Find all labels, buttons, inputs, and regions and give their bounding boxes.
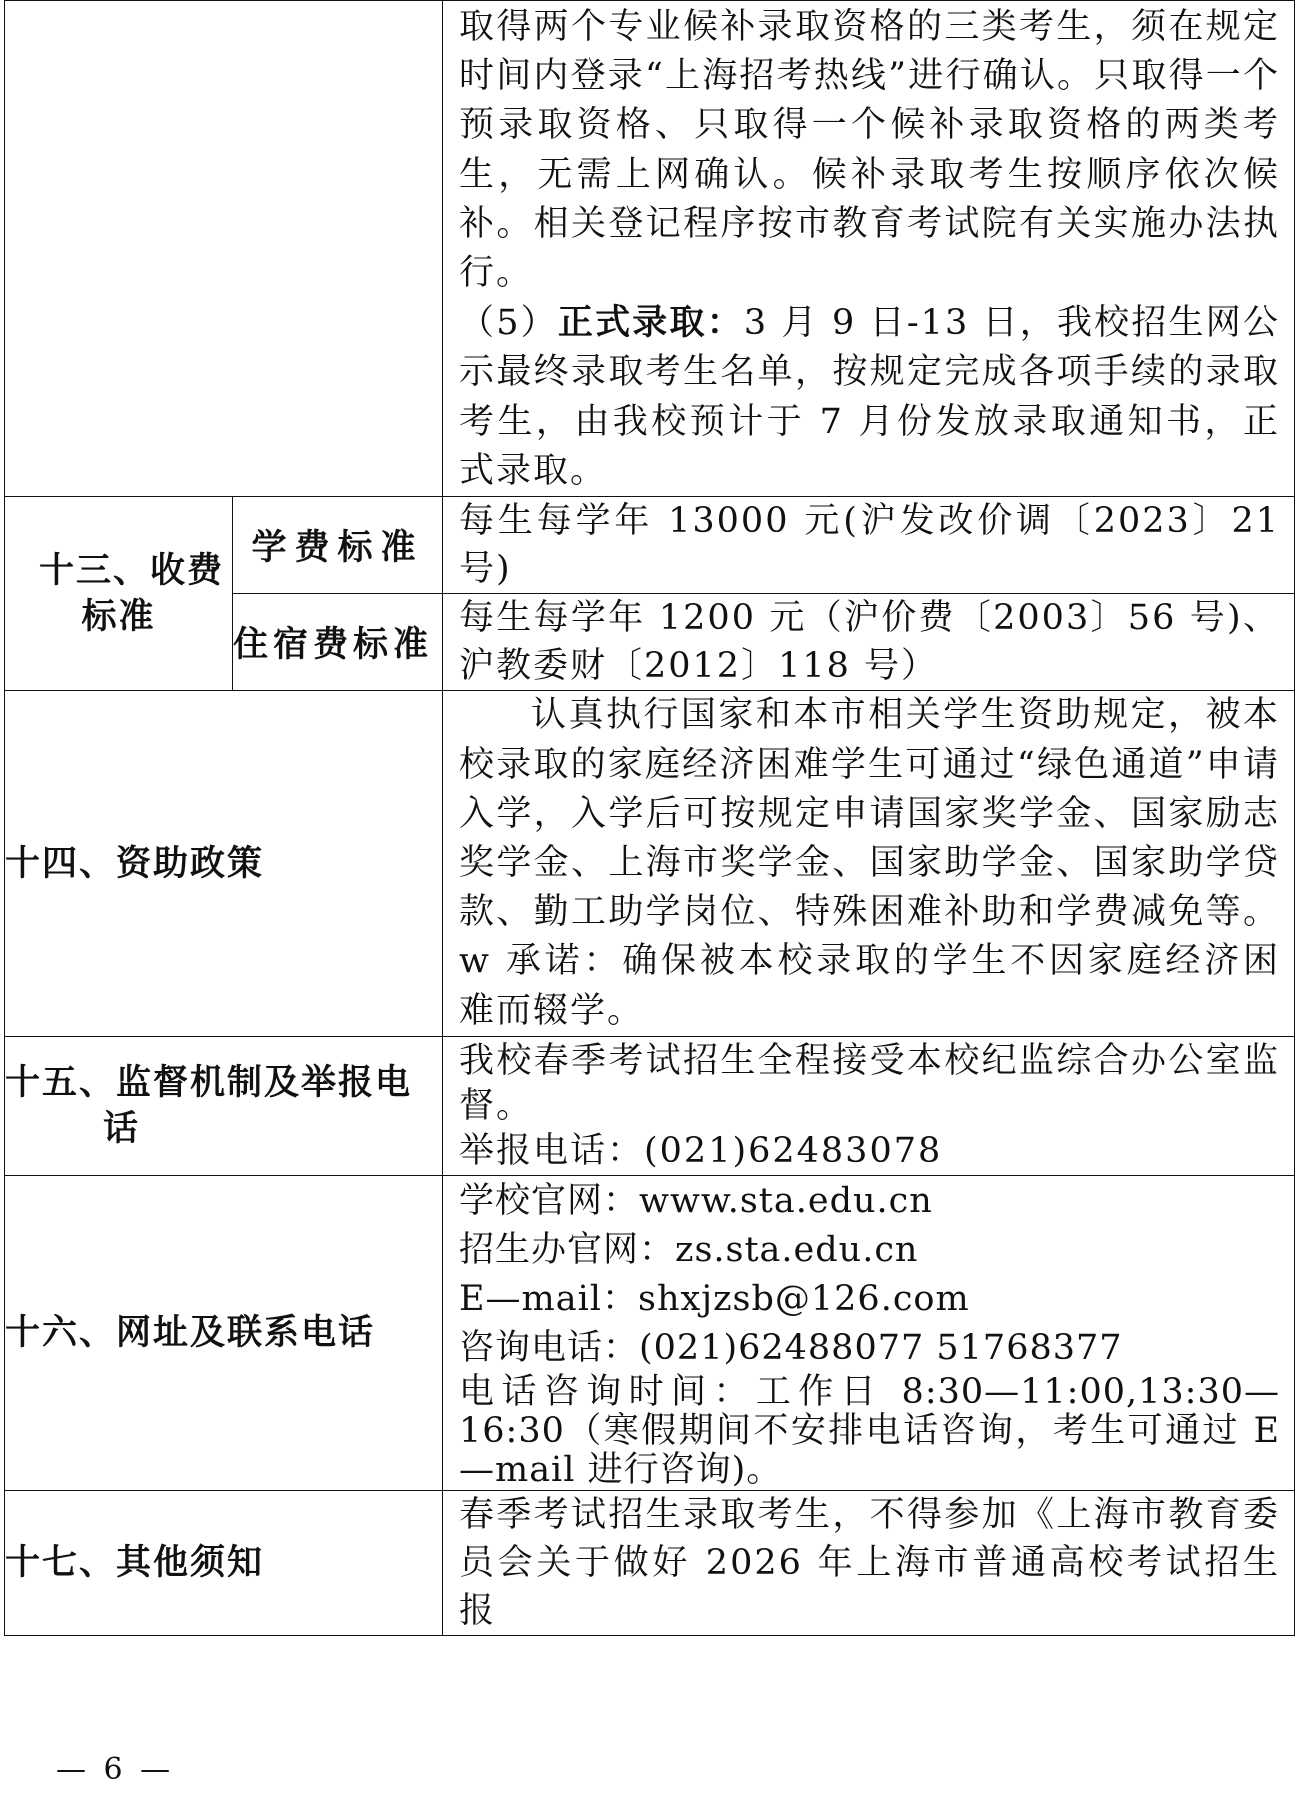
- table-row: [5, 1037, 1295, 1176]
- tuition-value: 每生每学年 13000 元(沪发改价调〔2023〕21 号): [459, 501, 1280, 590]
- section-16-content-cell: [443, 1176, 1295, 1491]
- table-row: [5, 1491, 1295, 1636]
- section-13-label: [5, 497, 233, 691]
- section-15-label-line2: 话: [103, 1108, 141, 1150]
- formal-prefix: （5）: [459, 303, 558, 344]
- section-16-label: 十六、网址及联系电话: [5, 1176, 443, 1491]
- formal-admission-paragraph: [459, 298, 1280, 496]
- table-row: [5, 497, 1295, 594]
- dorm-fee-value-cell: [443, 594, 1295, 691]
- tuition-label: 学费标准: [233, 497, 443, 594]
- section-17-content-cell: [443, 1491, 1295, 1636]
- page-number: — 6 —: [56, 1752, 175, 1787]
- formal-text: 3 月 9 日-13 日，我校招生网公示最终录取考生名单，按规定完成各项手续的录取考生，由我校预计于 7 月份发放录取通知书，正式录取。: [459, 303, 1280, 491]
- consult-phone: 咨询电话：(021)62488077 51768377: [459, 1327, 1123, 1368]
- school-website: 学校官网：www.sta.edu.cn: [459, 1180, 933, 1221]
- email-address: E—mail：shxjzsb@126.com: [459, 1278, 970, 1319]
- section-14-content-cell: [443, 691, 1295, 1037]
- section-15-content-cell: [443, 1037, 1295, 1176]
- formal-title: 正式录取：: [557, 302, 744, 344]
- tuition-value-cell: [443, 497, 1295, 594]
- continuation-paragraph: 取得两个专业候补录取资格的三类考生，须在规定时间内登录“上海招考热线”进行确认。只取得一个预录取资格、只取得一个候补录取资格的两类考生，无需上网确认。候补录取考生按顺序依次候补。相关登记程序按市教育考试院有关实施办法执行。: [459, 7, 1280, 294]
- section-13-label-line2: 标准: [81, 595, 156, 637]
- section-14-text: 认真执行国家和本市相关学生资助规定，被本校录取的家庭经济困难学生可通过“绿色通道”申请入学，入学后可按规定申请国家奖学金、国家励志奖学金、上海市奖学金、国家助学金、国家助学贷款、勤工助学岗位、特殊困难补助和学费减免等。w 承诺：确保被本校录取的学生不因家庭经济困难而辍学。: [459, 695, 1280, 1031]
- dorm-fee-label: 住宿费标准: [233, 594, 443, 691]
- admission-info-table: [4, 0, 1295, 1636]
- section-17-label: 十七、其他须知: [5, 1491, 443, 1636]
- section-15-text: 我校春季考试招生全程接受本校纪监综合办公室监督。: [459, 1040, 1280, 1126]
- consult-hours: 电话咨询时间：工作日 8:30—11:00,13:30—16:30（寒假期间不安排电话咨询，考生可通过 E—mail 进行咨询)。: [459, 1371, 1280, 1490]
- empty-label-cell: [5, 1, 443, 497]
- section-15-label: [5, 1037, 443, 1176]
- table-row: [5, 691, 1295, 1037]
- dorm-fee-value: 每生每学年 1200 元（沪价费〔2003〕56 号)、沪教委财〔2012〕118 号）: [459, 598, 1280, 687]
- section-13-label-line1: 十三、收费: [38, 549, 224, 591]
- section-14-label: 十四、资助政策: [5, 691, 443, 1037]
- section-17-text: 春季考试招生录取考生，不得参加《上海市教育委员会关于做好 2026 年上海市普通高校考试招生报: [459, 1495, 1280, 1632]
- admission-continuation-cell: [443, 1, 1295, 497]
- admission-website: 招生办官网：zs.sta.edu.cn: [459, 1229, 919, 1270]
- table-row: [5, 1, 1295, 497]
- section-15-label-line1: 十五、监督机制及举报电: [5, 1062, 413, 1104]
- report-phone: 举报电话：(021)62483078: [459, 1130, 943, 1171]
- table-row: [5, 1176, 1295, 1491]
